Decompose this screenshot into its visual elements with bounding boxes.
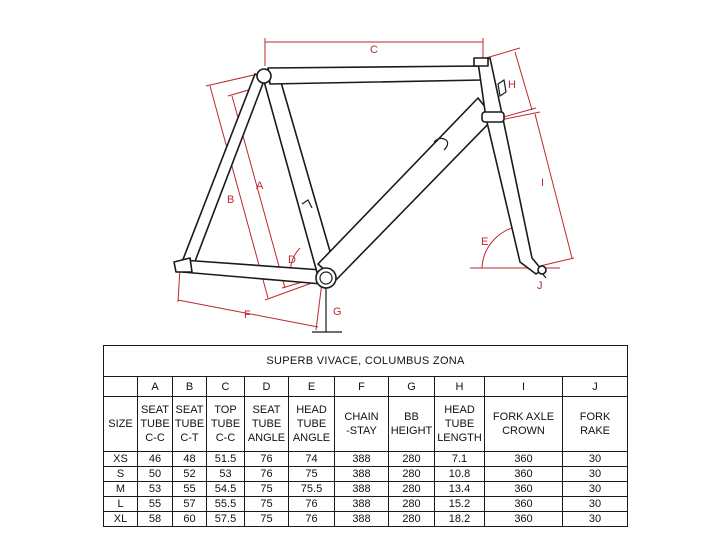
dimension-c [265, 38, 483, 66]
label-d: D [288, 254, 296, 266]
column-header: SIZE [104, 397, 138, 452]
value-cell: 46 [138, 452, 173, 467]
label-g: G [333, 306, 342, 318]
column-letter: C [207, 377, 245, 397]
value-cell: 15.2 [435, 497, 485, 512]
value-cell: 51.5 [207, 452, 245, 467]
value-cell: 75.5 [289, 482, 335, 497]
bottom-bracket [316, 268, 336, 288]
label-e: E [481, 236, 489, 248]
value-cell: 30 [563, 512, 628, 527]
headtube-badge [498, 80, 506, 96]
table-row [104, 497, 628, 512]
value-cell: 54.5 [207, 482, 245, 497]
value-cell: 10.8 [435, 467, 485, 482]
headset-cap [474, 58, 488, 66]
value-cell: 76 [289, 512, 335, 527]
rear-dropout [174, 258, 192, 272]
label-a: A [256, 180, 264, 192]
column-letter: F [335, 377, 389, 397]
column-letter: G [389, 377, 435, 397]
column-header: FORK AXLE CROWN [485, 397, 563, 452]
table-row [104, 452, 628, 467]
value-cell: 18.2 [435, 512, 485, 527]
value-cell: 13.4 [435, 482, 485, 497]
value-cell: 75 [245, 482, 289, 497]
value-cell: 52 [173, 467, 207, 482]
value-cell: 280 [389, 467, 435, 482]
value-cell: 360 [485, 512, 563, 527]
column-header: CHAIN -STAY [335, 397, 389, 452]
column-letter: J [563, 377, 628, 397]
size-cell: L [104, 497, 138, 512]
value-cell: 7.1 [435, 452, 485, 467]
size-cell: M [104, 482, 138, 497]
value-cell: 48 [173, 452, 207, 467]
value-cell: 76 [289, 497, 335, 512]
column-letter: H [435, 377, 485, 397]
column-letter: A [138, 377, 173, 397]
column-header: SEAT TUBE C-T [173, 397, 207, 452]
column-header: FORK RAKE [563, 397, 628, 452]
label-f: F [244, 309, 251, 321]
value-cell: 60 [173, 512, 207, 527]
value-cell: 280 [389, 452, 435, 467]
value-cell: 75 [289, 467, 335, 482]
value-cell: 30 [563, 497, 628, 512]
value-cell: 55 [173, 482, 207, 497]
value-cell: 53 [138, 482, 173, 497]
column-header: TOP TUBE C-C [207, 397, 245, 452]
header-row [104, 397, 628, 452]
column-header: BB HEIGHT [389, 397, 435, 452]
column-letter [104, 377, 138, 397]
column-header: SEAT TUBE ANGLE [245, 397, 289, 452]
value-cell: 280 [389, 512, 435, 527]
seat-clamp [257, 69, 271, 83]
value-cell: 280 [389, 497, 435, 512]
value-cell: 75 [245, 512, 289, 527]
value-cell: 360 [485, 482, 563, 497]
value-cell: 58 [138, 512, 173, 527]
column-header: HEAD TUBE LENGTH [435, 397, 485, 452]
fork-dropout [538, 266, 546, 274]
value-cell: 75 [245, 497, 289, 512]
value-cell: 30 [563, 482, 628, 497]
value-cell: 76 [245, 452, 289, 467]
column-letter: I [485, 377, 563, 397]
label-i: I [541, 177, 545, 189]
column-header: SEAT TUBE C-C [138, 397, 173, 452]
size-cell: XL [104, 512, 138, 527]
chain-stay [182, 260, 322, 284]
value-cell: 55 [138, 497, 173, 512]
column-letter: B [173, 377, 207, 397]
fork-crown [482, 112, 504, 122]
fork [486, 114, 545, 274]
size-cell: S [104, 467, 138, 482]
down-tube [318, 98, 494, 280]
value-cell: 280 [389, 482, 435, 497]
value-cell: 388 [335, 467, 389, 482]
label-b: B [227, 194, 235, 206]
value-cell: 57.5 [207, 512, 245, 527]
size-cell: XS [104, 452, 138, 467]
value-cell: 30 [563, 452, 628, 467]
value-cell: 55.5 [207, 497, 245, 512]
label-c: C [370, 44, 378, 56]
value-cell: 388 [335, 497, 389, 512]
value-cell: 74 [289, 452, 335, 467]
value-cell: 360 [485, 497, 563, 512]
value-cell: 76 [245, 467, 289, 482]
label-h: H [508, 79, 516, 91]
geometry-table [103, 345, 628, 527]
value-cell: 57 [173, 497, 207, 512]
value-cell: 360 [485, 467, 563, 482]
value-cell: 50 [138, 467, 173, 482]
label-j: J [537, 280, 543, 292]
top-tube [268, 66, 482, 84]
table-row [104, 512, 628, 527]
table-row [104, 467, 628, 482]
table-row [104, 482, 628, 497]
table-title: SUPERB VIVACE, COLUMBUS ZONA [104, 346, 628, 377]
value-cell: 53 [207, 467, 245, 482]
column-letter: D [245, 377, 289, 397]
value-cell: 30 [563, 467, 628, 482]
value-cell: 388 [335, 452, 389, 467]
bicycle-frame [174, 58, 546, 288]
column-header: HEAD TUBE ANGLE [289, 397, 335, 452]
value-cell: 388 [335, 512, 389, 527]
value-cell: 388 [335, 482, 389, 497]
letter-row [104, 377, 628, 397]
column-letter: E [289, 377, 335, 397]
value-cell: 360 [485, 452, 563, 467]
